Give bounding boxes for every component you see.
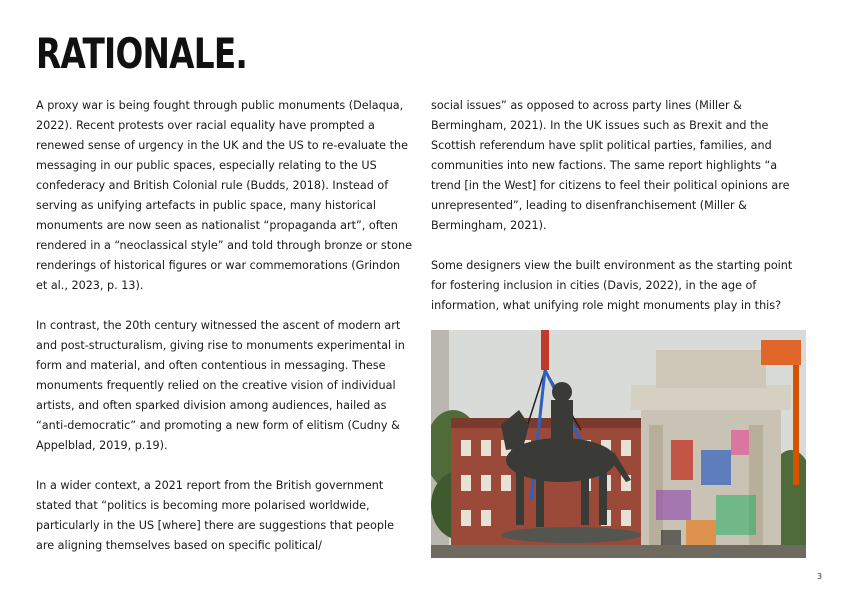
right-text-column <box>431 96 809 336</box>
body-paragraph: In a wider context, a 2021 report from the British government stated that “politics is becoming more polarised worldwide, particularly in the US [where] there are suggestions that people are aligning themselves based on specific political/ <box>36 479 394 552</box>
body-paragraph: In contrast, the 20th century witnessed the ascent of modern art and post-structuralism, giving rise to monuments experimental in form and material, and often contentious in messaging. These monuments frequently relied on the creative vision of individual artists, and often sparked division among audiences, hailed as “anti-democratic” and promoting a new form of elitism (Cudny & Appelblad, 2019, p.19). <box>36 319 405 452</box>
body-paragraph: social issues” as opposed to across party lines (Miller & Bermingham, 2021). In the UK issues such as Brexit and the Scottish referendum have split political parties, families, and communities into new factions. The same report highlights “a trend [in the West] for citizens to feel their political opinions are unrepresented”, leading to disenfranchisement (Miller & Bermingham, 2021). <box>431 99 790 232</box>
pedestal-column <box>649 425 663 550</box>
lift-bucket <box>761 340 801 365</box>
pedestal-top <box>656 350 766 388</box>
page-number: 3 <box>817 572 823 581</box>
statue-base <box>501 527 641 543</box>
body-paragraph: Some designers view the built environment as the starting point for fostering inclusion in cities (Davis, 2022), in the age of information, what unifying role might monuments play in this? <box>431 259 793 312</box>
body-paragraph: A proxy war is being fought through public monuments (Delaqua, 2022). Recent protests over racial equality have prompted a renewed sense of urgency in the UK and the US to re-evaluate the messaging in our public spaces, especially relating to the US confederacy and British Colonial rule (Budds, 2018). Instead of serving as unifying artefacts in public space, many historical monuments are now seen as nationalist “propaganda art”, often rendered in a “neoclassical style” and told through bronze or stone renderings of historical figures or war commemorations (Grindon et al., 2023, p. 13). <box>36 99 412 292</box>
pedestal-cap <box>631 385 791 410</box>
crane-arm <box>541 330 549 370</box>
left-text-column <box>36 96 412 576</box>
ground <box>431 545 806 558</box>
statue-removal-photo <box>431 330 806 558</box>
lift-arm <box>793 365 799 485</box>
page-title: RATIONALE. <box>36 29 248 78</box>
